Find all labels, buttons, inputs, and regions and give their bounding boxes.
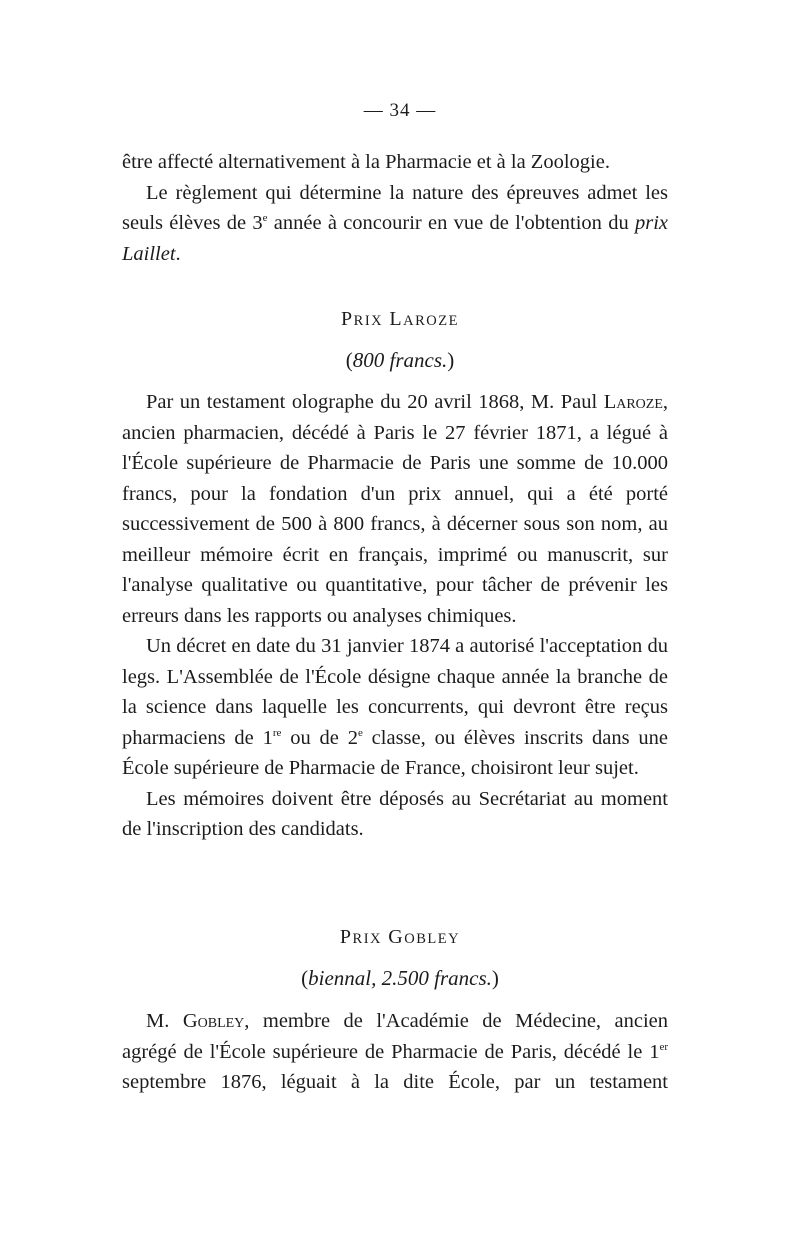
intro-line	[122, 147, 668, 178]
laroze-paragraph-2	[122, 631, 668, 784]
section-heading-gobley	[0, 926, 800, 949]
intro-paragraph-text-b: année à concourir en vue de l'obtention du	[267, 212, 635, 234]
heading-rest: RIX	[352, 931, 383, 947]
laroze-superscript-1: re	[272, 726, 282, 739]
heading-initial: G	[388, 926, 405, 948]
prize-amount-text: biennal, 2.500 francs.	[308, 966, 492, 990]
prize-amount-text: 800 francs.	[352, 348, 448, 372]
laroze-p2-text-c: classe, ou élèves inscrits dans une École supérieure de Pharmacie de France, choisiront leur sujet.	[122, 726, 668, 779]
intro-line-text: être affecté alternativement à la Pharmacie et à la Zoologie.	[122, 151, 610, 173]
laroze-name: Laroze	[603, 391, 663, 413]
gobley-p1-text-a: M.	[146, 1010, 183, 1032]
heading-initial: L	[389, 308, 404, 330]
page-number: — 34 —	[363, 100, 437, 121]
prize-amount-laroze: (800 francs.)	[345, 348, 455, 372]
intro-paragraph	[122, 178, 668, 270]
gobley-text	[122, 1006, 668, 1098]
laroze-p1-text-a: Par un testament olographe du 20 avril 1868, M. Paul	[146, 391, 604, 413]
gobley-p1-text-c: septembre 1876, léguait à la dite École, par un testament	[122, 1071, 668, 1093]
gobley-superscript: er	[659, 1040, 668, 1053]
heading-initial: P	[341, 308, 354, 330]
laroze-paragraph-3	[122, 784, 668, 845]
heading-rest: RIX	[353, 313, 384, 329]
heading-rest: AROZE	[403, 313, 459, 329]
intro-paragraph-end: .	[175, 242, 181, 265]
laroze-p2-text-b: ou de 2	[281, 726, 358, 749]
gobley-p1-text-b: , membre de l'Académie de Médecine, ancien agrégé de l'École supérieure de Pharmacie de Paris, décédé le 1	[122, 1010, 669, 1063]
section-heading-laroze	[0, 308, 800, 331]
intro-paragraph-text-a: Le règlement qui détermine la nature des épreuves admet les seuls élèves de 3	[122, 181, 668, 234]
intro-text	[122, 147, 668, 269]
laroze-p2-text-a: Un décret en date du 31 janvier 1874 a autorisé l'acceptation du legs. L'Assemblée de l'École désigne chaque année la branche de la science dans laquelle les concurrents, qui devront être reçus pharmaciens de 1	[122, 635, 668, 749]
intro-superscript: e	[262, 212, 268, 224]
laroze-p3-text: Les mémoires doivent être déposés au Secrétariat au moment de l'inscription des candidats.	[122, 787, 668, 840]
gobley-paragraph-1	[122, 1006, 668, 1098]
gobley-name: Gobley	[182, 1010, 245, 1032]
laroze-text	[122, 387, 668, 845]
laroze-superscript-2: e	[357, 726, 363, 739]
intro-prize-name: prix Laillet	[122, 212, 668, 265]
laroze-p1-text-b: , ancien pharmacien, décédé à Paris le 27 février 1871, a légué à l'École supérieure de Pharmacie de Paris une somme de 10.000 francs, pour la fondation d'un prix annuel, qui a été porté successivement de 500 à 800 francs, à décerner sous son nom, au meilleur mémoire écrit en français, imprimé ou manuscrit, sur l'analyse qualitative ou quantitative, pour tâcher de prévenir les erreurs dans les rapports ou analyses chimiques.	[122, 391, 668, 627]
prize-amount-gobley: (biennal, 2.500 francs.)	[301, 966, 499, 990]
heading-rest: OBLEY	[404, 931, 461, 947]
heading-initial: P	[339, 926, 353, 948]
laroze-paragraph-1	[122, 387, 668, 631]
